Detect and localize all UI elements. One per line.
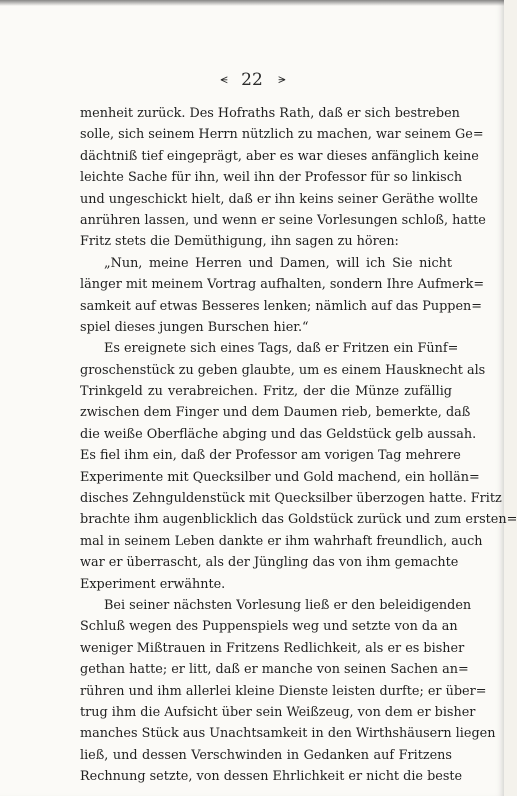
text-line: Fritz stets die Demüthigung, ihn sagen zu hören:	[80, 234, 399, 250]
text-line: weniger Mißtrauen in Fritzens Redlichkeit, als er es bisher	[80, 640, 465, 656]
page-header	[0, 70, 504, 90]
text-line: manches Stück aus Unachtsamkeit in den Wirthshäusern liegen	[80, 726, 496, 742]
text-line: gethan hatte; er litt, daß er manche von seinen Sachen an=	[80, 662, 469, 678]
text-line: Experimente mit Quecksilber und Gold machend, ein hollän=	[80, 469, 480, 485]
ornament-right-icon: ⪫	[278, 72, 284, 87]
text-line: Es ereignete sich eines Tags, daß er Fritzen ein Fünf=	[104, 341, 459, 357]
text-line: groschenstück zu geben glaubte, um es einem Hausknecht als	[80, 362, 486, 378]
text-line: Experiment erwähnte.	[80, 576, 226, 592]
page-body-text	[80, 103, 517, 788]
text-line: ließ, und dessen Verschwinden in Gedanken auf Fritzens	[80, 747, 452, 763]
text-line: brachte ihm augenblicklich das Goldstück zurück und zum ersten=	[80, 512, 517, 528]
text-line: zwischen dem Finger und dem Daumen rieb, bemerkte, daß	[80, 405, 471, 421]
text-line: solle, sich seinem Herrn nützlich zu machen, war seinem Ge=	[80, 127, 484, 143]
text-line: leichte Sache für ihn, weil ihn der Professor für so linkisch	[80, 170, 463, 186]
text-line: Bei seiner nächsten Vorlesung ließ er den beleidigenden	[104, 597, 472, 613]
ornament-left-icon: ⪪	[220, 72, 226, 87]
text-line: Rechnung setzte, von dessen Ehrlichkeit er nicht die beste	[80, 769, 463, 785]
text-line: rühren und ihm allerlei kleine Dienste leisten durfte; er über=	[80, 683, 487, 699]
text-line: menheit zurück. Des Hofraths Rath, daß er sich bestreben	[80, 106, 460, 121]
text-line: dächtniß tief eingeprägt, aber es war dieses anfänglich keine	[80, 148, 479, 164]
text-line: „Nun, meine Herren und Damen, will ich Sie nicht	[104, 255, 452, 271]
text-line: anrühren lassen, und wenn er seine Vorlesungen schloß, hatte	[80, 212, 486, 228]
text-line: spiel dieses jungen Burschen hier.“	[80, 319, 309, 335]
text-line: länger mit meinem Vortrag aufhalten, sondern Ihre Aufmerk=	[80, 277, 485, 293]
text-line: disches Zehnguldenstück mit Quecksilber überzogen hatte. Fritz	[80, 491, 502, 507]
text-line: und ungeschickt hielt, daß er ihn keins seiner Geräthe wollte	[80, 191, 478, 207]
text-line: trug ihm die Aufsicht über sein Weißzeug, von dem er bisher	[80, 704, 476, 720]
text-line: war er überrascht, als der Jüngling das von ihm gemachte	[80, 555, 459, 571]
text-line: Schluß wegen des Puppenspiels weg und setzte von da an	[80, 619, 458, 635]
text-line: die weiße Oberfläche abging und das Geldstück gelb aussah.	[80, 426, 477, 442]
page-number: 22	[241, 70, 263, 90]
text-line: samkeit auf etwas Besseres lenken; nämlich auf das Puppen=	[80, 298, 483, 314]
text-line: mal in seinem Leben dankte er ihm wahrhaft freundlich, auch	[80, 533, 483, 549]
text-line: Trinkgeld zu verabreichen. Fritz, der die Münze zufällig	[80, 384, 452, 400]
text-line: Es fiel ihm ein, daß der Professor am vorigen Tag mehrere	[80, 448, 461, 464]
